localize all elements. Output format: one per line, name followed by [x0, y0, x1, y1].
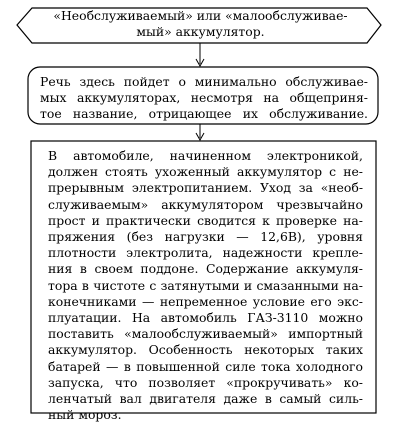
body-line-10: конечниками — непременное условие его экс-	[48, 293, 363, 309]
body-line-12: поставить «малообслуживаемый» импортный	[48, 326, 363, 342]
body-line-4: служиваемым» аккумулятором чрезвычайно	[48, 196, 363, 212]
body-line-2: должен стоять ухоженный аккумулятор с не-	[48, 164, 363, 180]
intro-line-1: Речь здесь пойдет о минимально обслуживае-	[40, 74, 368, 89]
body-line-14: батарей — в повышенной силе тока холодного	[48, 358, 363, 374]
title-line-1: «Необслуживаемый» или «малообслуживае-	[53, 8, 348, 23]
intro-node-text	[40, 74, 368, 123]
body-line-16: ленчатый вал двигателя даже в самый силь-	[48, 391, 363, 407]
body-node-text	[48, 148, 363, 423]
title-node-text	[40, 8, 361, 40]
intro-line-3: тое название, отрицающее их обслуживание.	[40, 106, 368, 122]
title-line-2: мый» аккумулятор.	[136, 24, 265, 40]
body-line-9: тора в чистоте с затянутыми и смазанными на-	[48, 277, 363, 293]
body-line-3: прерывным электропитанием. Уход за «необ-	[48, 180, 363, 196]
body-line-13: аккумулятор. Особенность некоторых таких	[48, 342, 363, 358]
body-line-17: ный мороз.	[48, 407, 122, 423]
body-line-1: В автомобиле, начиненном электроникой,	[48, 148, 363, 163]
body-line-6: пряжения (без нагрузки — 12,6В), уровня	[48, 229, 363, 245]
intro-line-2: мых аккумуляторах, несмотря на общеприня-	[40, 90, 368, 106]
body-line-8: ния в своем поддоне. Содержание аккумуля-	[48, 261, 363, 277]
body-line-15: запуска, что позволяет «прокручивать» ко-	[48, 374, 363, 390]
body-line-11: плуатации. На автомобиль ГАЗ-3110 можно	[48, 310, 363, 326]
body-line-5: прост и практически сводится к проверке на-	[48, 212, 363, 228]
body-line-7: плотности электролита, надежности крепле-	[48, 245, 363, 261]
